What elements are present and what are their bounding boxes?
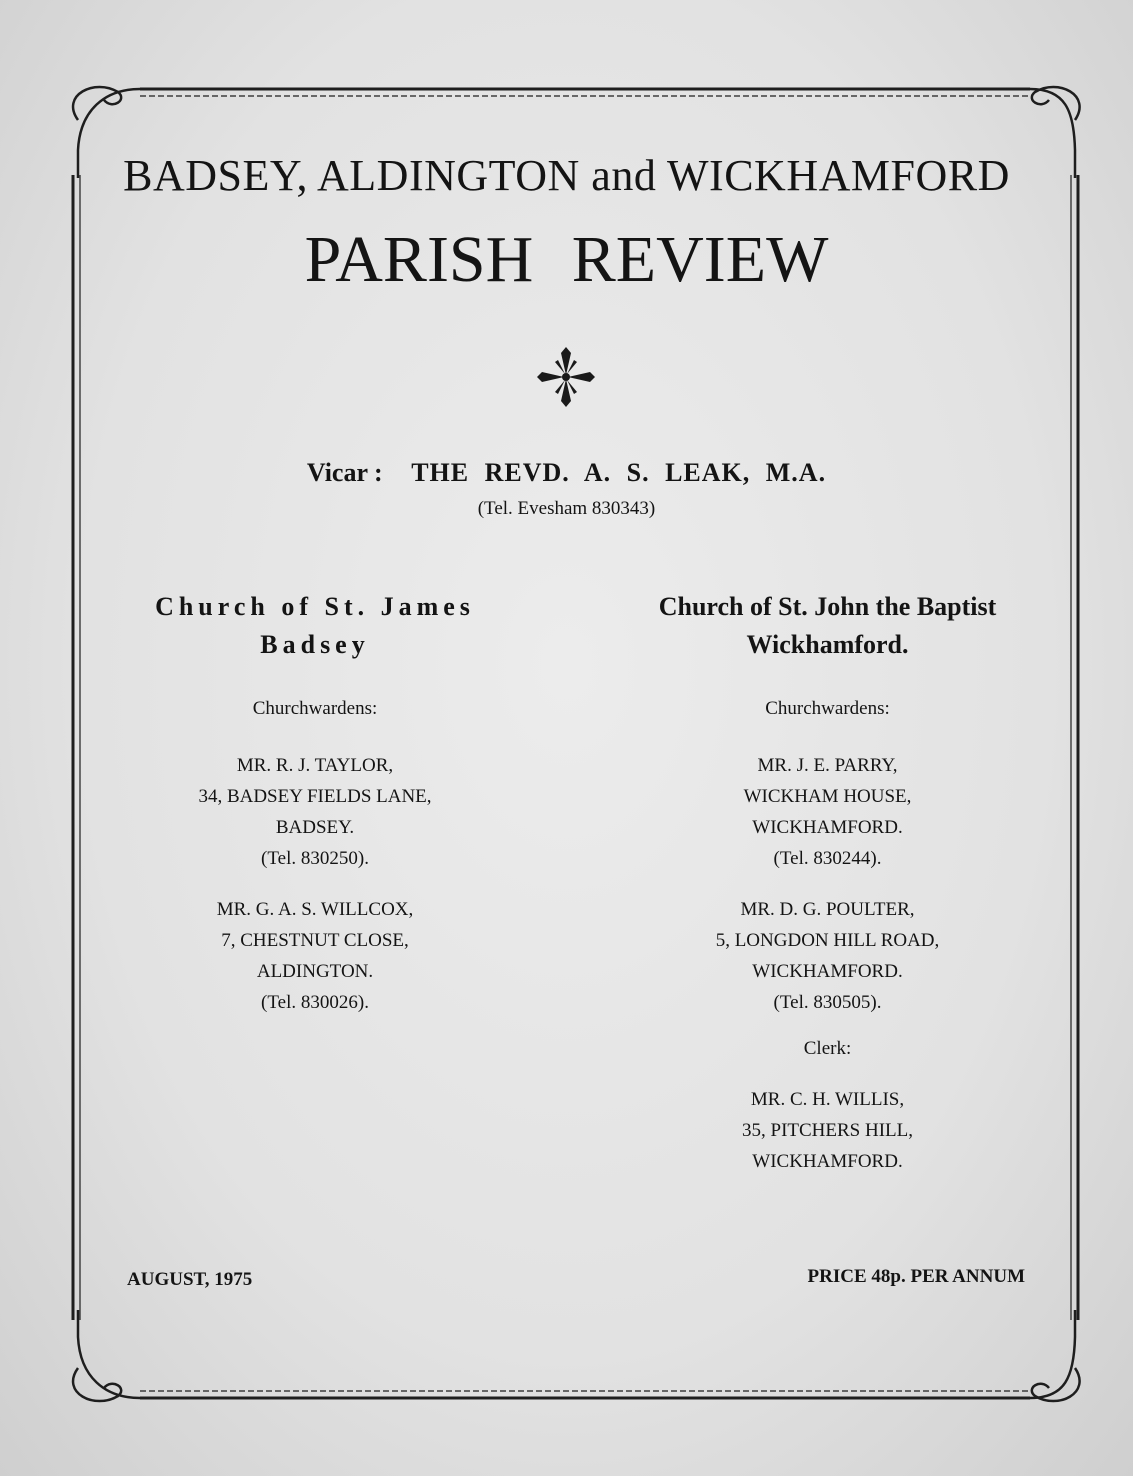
warden-name: MR. R. J. TAYLOR, — [236, 755, 394, 776]
badsey-church-column — [110, 588, 520, 1018]
subscription-price: PRICE 48p. PER ANNUM — [807, 1266, 1025, 1287]
church-name: Church of St. John the Baptist — [658, 592, 997, 621]
churchwarden-entry — [110, 894, 520, 1018]
clerk-entry — [620, 1084, 1035, 1177]
clerk-name: MR. C. H. WILLIS, — [750, 1089, 905, 1110]
churchwardens-heading: Churchwardens: — [252, 698, 378, 719]
warden-telephone: (Tel. 830250). — [261, 848, 369, 869]
warden-address: 5, LONGDON HILL ROAD, — [715, 930, 940, 951]
warden-address: 7, CHESTNUT CLOSE, — [221, 930, 409, 951]
churchwarden-entry — [620, 750, 1035, 874]
vicar-label: Vicar : — [306, 458, 383, 487]
clerk-address: 35, PITCHERS HILL, — [742, 1120, 913, 1141]
clerk-address: WICKHAMFORD. — [752, 1151, 903, 1172]
churchwardens-heading: Churchwardens: — [765, 698, 890, 719]
warden-address: 34, BADSEY FIELDS LANE, — [198, 786, 432, 807]
clerk-heading: Clerk: — [803, 1038, 852, 1059]
church-name: Church of St. James — [155, 592, 475, 621]
warden-name: MR. J. E. PARRY, — [757, 755, 898, 776]
cross-patty-icon — [536, 345, 596, 409]
warden-telephone: (Tel. 830244). — [773, 848, 882, 869]
warden-telephone: (Tel. 830505). — [773, 992, 882, 1013]
wickhamford-church-column — [620, 588, 1035, 1177]
warden-name: MR. D. G. POULTER, — [740, 899, 915, 920]
vicar-telephone: (Tel. Evesham 830343) — [477, 498, 656, 519]
warden-telephone: (Tel. 830026). — [261, 992, 369, 1013]
warden-address: WICKHAMFORD. — [752, 817, 903, 838]
vicar-line — [0, 458, 1133, 488]
warden-name: MR. G. A. S. WILLCOX, — [216, 899, 414, 920]
issue-date: AUGUST, 1975 — [127, 1269, 253, 1290]
churchwarden-entry — [620, 894, 1035, 1018]
warden-address: BADSEY. — [275, 817, 355, 838]
page-title: PARISH REVIEW — [304, 223, 829, 296]
church-location: Badsey — [260, 630, 370, 659]
vicar-name: THE REVD. A. S. LEAK, M.A. — [411, 458, 827, 487]
warden-address: WICKHAM HOUSE, — [743, 786, 912, 807]
churchwarden-entry — [110, 750, 520, 874]
church-location: Wickhamford. — [746, 630, 909, 659]
warden-address: ALDINGTON. — [256, 961, 374, 982]
parish-names: BADSEY, ALDINGTON and WICKHAMFORD — [123, 151, 1010, 200]
warden-address: WICKHAMFORD. — [752, 961, 903, 982]
